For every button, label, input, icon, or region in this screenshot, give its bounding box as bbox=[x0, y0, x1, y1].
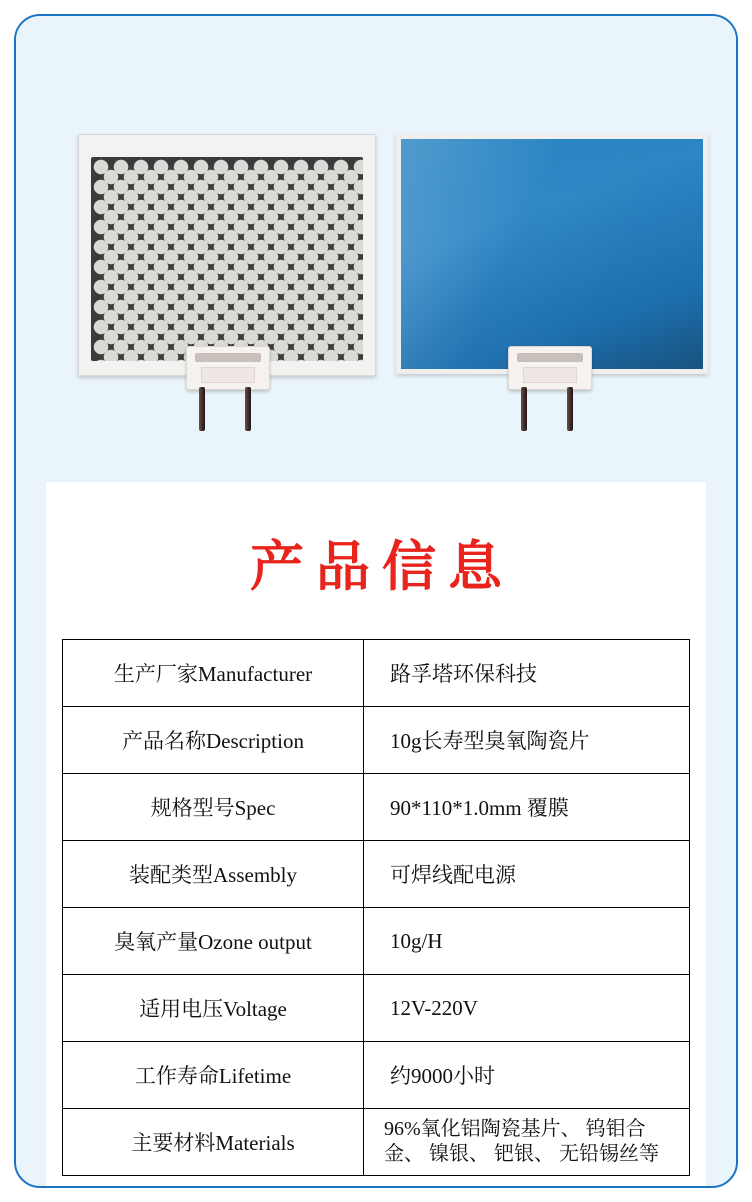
page-frame bbox=[14, 14, 738, 1188]
product-info-panel bbox=[46, 482, 706, 1186]
product-photo-area bbox=[16, 16, 736, 476]
connector-inner bbox=[523, 367, 577, 383]
spec-label-assembly: 装配类型Assembly bbox=[63, 841, 364, 908]
table-row bbox=[63, 1042, 690, 1109]
connector-slot bbox=[517, 353, 583, 362]
ceramic-plate-blue-image bbox=[396, 134, 708, 374]
spec-label-manufacturer: 生产厂家Manufacturer bbox=[63, 640, 364, 707]
table-row bbox=[63, 707, 690, 774]
spec-table bbox=[62, 639, 690, 1176]
connector-slot bbox=[195, 353, 261, 362]
spec-value-spec: 90*110*1.0mm 覆膜 bbox=[364, 774, 690, 841]
table-row bbox=[63, 841, 690, 908]
spec-value-ozone-output: 10g/H bbox=[364, 908, 690, 975]
spec-label-spec: 规格型号Spec bbox=[63, 774, 364, 841]
connector-pin bbox=[199, 387, 205, 431]
spec-label-description: 产品名称Description bbox=[63, 707, 364, 774]
table-row bbox=[63, 908, 690, 975]
spec-value-voltage: 12V-220V bbox=[364, 975, 690, 1042]
connector-pin bbox=[521, 387, 527, 431]
honeycomb-pattern bbox=[91, 157, 363, 361]
spec-value-manufacturer: 路孚塔环保科技 bbox=[364, 640, 690, 707]
spec-label-materials: 主要材料Materials bbox=[63, 1109, 364, 1176]
spec-value-description: 10g长寿型臭氧陶瓷片 bbox=[364, 707, 690, 774]
table-row bbox=[63, 640, 690, 707]
ceramic-plate-white-image bbox=[78, 134, 376, 376]
spec-value-materials: 96%氧化铝陶瓷基片、 钨钼合金、 镍银、 钯银、 无铅锡丝等 bbox=[364, 1109, 690, 1176]
table-row bbox=[63, 774, 690, 841]
spec-label-lifetime: 工作寿命Lifetime bbox=[63, 1042, 364, 1109]
table-row bbox=[63, 975, 690, 1042]
spec-value-lifetime: 约9000小时 bbox=[364, 1042, 690, 1109]
page-title: 产品信息 bbox=[250, 535, 514, 598]
connector-inner bbox=[201, 367, 255, 383]
table-row bbox=[63, 1109, 690, 1176]
spec-label-voltage: 适用电压Voltage bbox=[63, 975, 364, 1042]
connector-block-left bbox=[186, 346, 270, 390]
connector-block-right bbox=[508, 346, 592, 390]
spec-value-assembly: 可焊线配电源 bbox=[364, 841, 690, 908]
spec-label-ozone-output: 臭氧产量Ozone output bbox=[63, 908, 364, 975]
connector-pin bbox=[245, 387, 251, 431]
connector-pin bbox=[567, 387, 573, 431]
plate-sheen bbox=[401, 139, 703, 369]
